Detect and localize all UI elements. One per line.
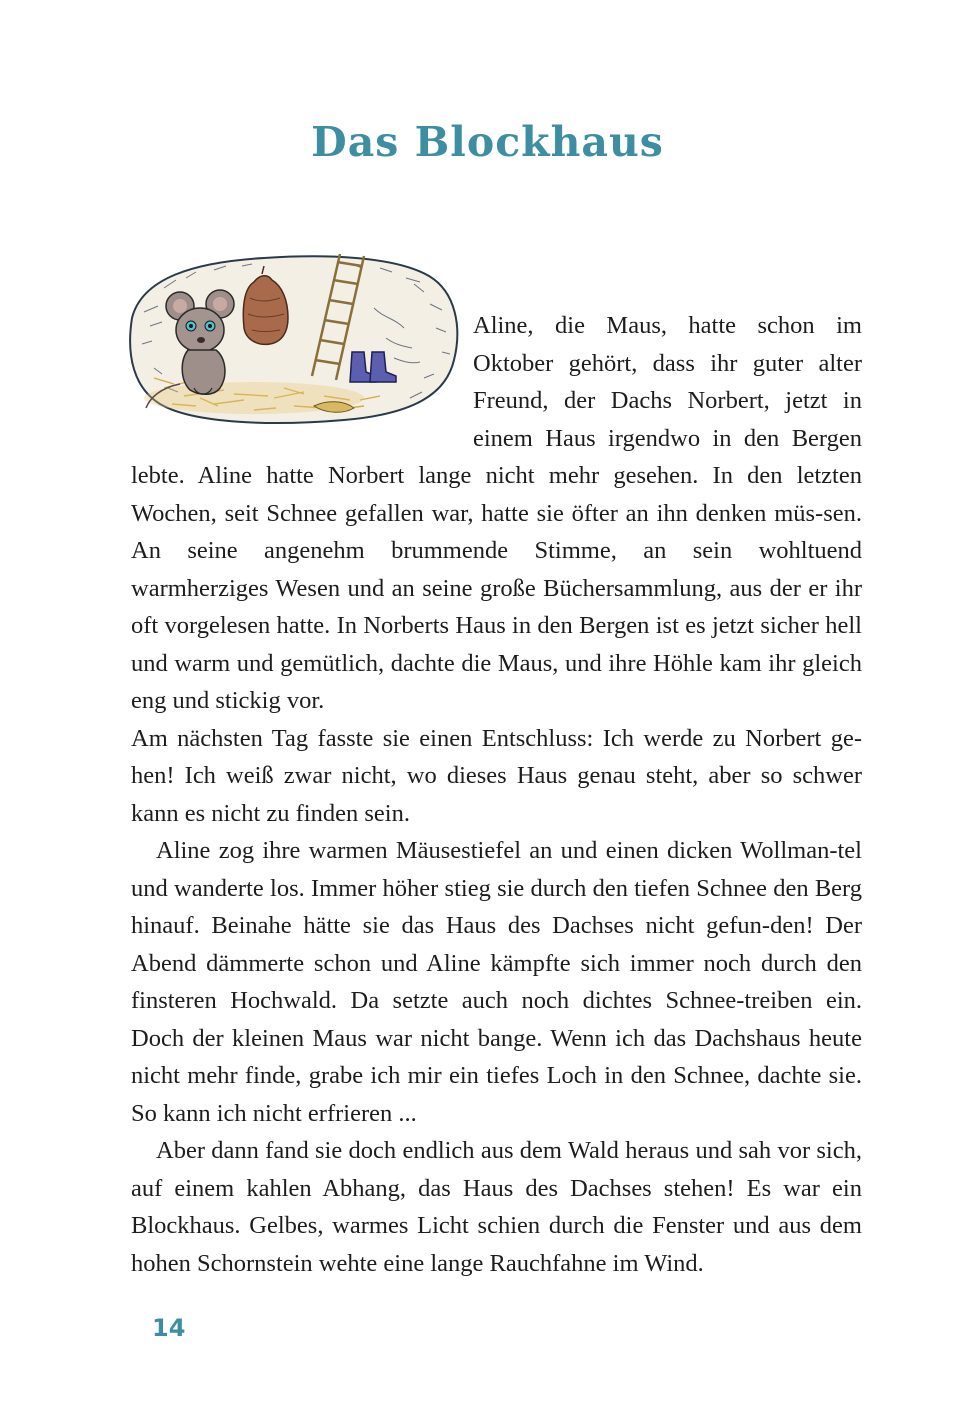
paragraph-2: Am nächsten Tag fasste sie einen Entschluss: Ich werde zu Norbert ge-hen! Ich weiß zwar nicht, wo dieses Haus genau steht, aber so schwer kann es nicht zu finden sein. (131, 724, 862, 827)
paragraph-3: Aline zog ihre warmen Mäusestiefel an und einen dicken Wollman-tel und wanderte los. Immer höher stieg sie durch den tiefen Schnee den Berg hinauf. Beinahe hätte sie das Haus des Dachses nicht gefun-den! Der Abend dämmerte schon und Aline kämpfte sich immer noch durch den finsteren Hochwald. Da setzte auch noch dichtes Schnee-treiben ein. Doch der kleinen Maus war nicht bange. Wenn ich das Dachshaus heute nicht mehr finde, grabe ich mir ein tiefes Loch in den Schnee, dachte sie. So kann ich nicht erfrieren ... (131, 837, 862, 1127)
illustration-wrap-space (131, 307, 473, 453)
paragraph-1: Aline, die Maus, hatte schon im Oktober gehört, dass ihr guter alter Freund, der Dachs Norbert, jetzt in einem Haus irgendwo in den Bergen lebte. Aline hatte Norbert lange nicht mehr gesehen. In den letzten Wochen, seit Schnee gefallen war, hatte sie öfter an ihn denken müs-sen. An seine angenehm brummende Stimme, an sein wohltuend warmherziges Wesen und an seine große Büchersammlung, aus der er ihr oft vorgelesen hatte. In Norberts Haus in den Bergen ist es jetzt sicher hell und warm und gemütlich, dachte die Maus, und ihre Höhle kam ihr gleich eng und stickig vor. (131, 312, 862, 714)
chapter-title: Das Blockhaus (311, 118, 664, 166)
page-number: 14 (152, 1314, 186, 1342)
paragraph-4: Aber dann fand sie doch endlich aus dem Wald heraus und sah vor sich, auf einem kahlen Abhang, das Haus des Dachses stehen! Es war ein Blockhaus. Gelbes, warmes Licht schien durch die Fenster und aus dem hohen Schornstein wehte eine lange Rauchfahne im Wind. (131, 1137, 862, 1277)
story-text (131, 307, 862, 1282)
